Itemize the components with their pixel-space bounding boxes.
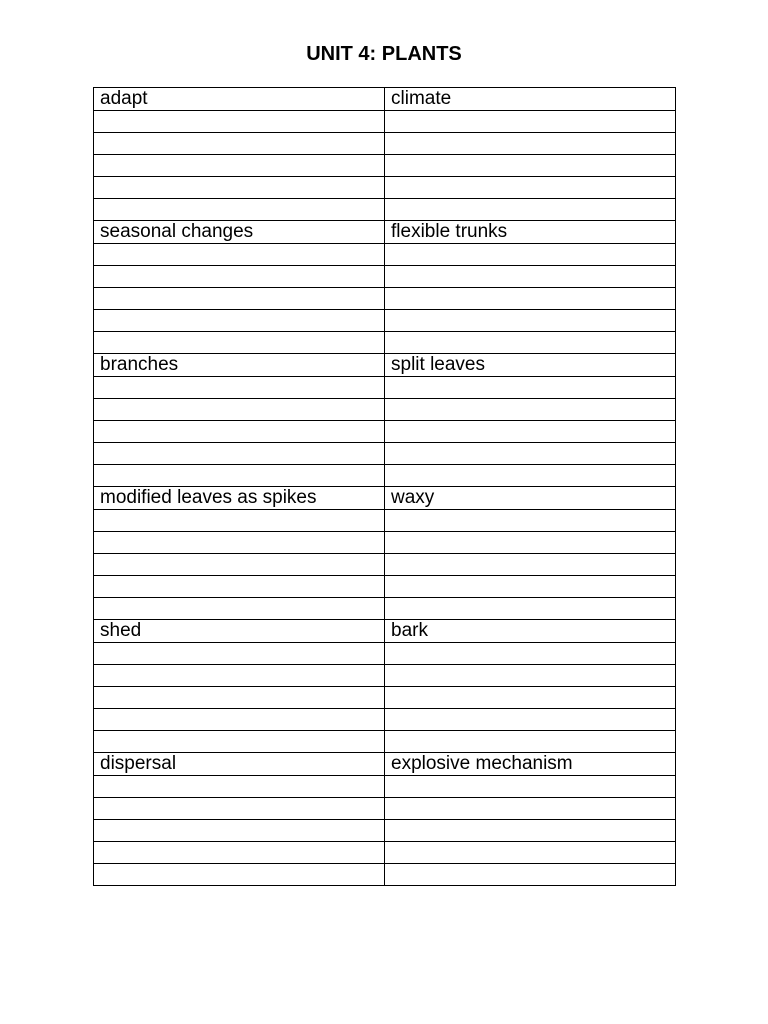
blank-writing-cell[interactable] — [385, 798, 676, 820]
blank-writing-row — [94, 687, 676, 709]
vocab-word-left: shed — [94, 620, 385, 643]
blank-writing-cell[interactable] — [385, 443, 676, 465]
blank-writing-cell[interactable] — [385, 731, 676, 753]
blank-writing-row — [94, 155, 676, 177]
blank-writing-row — [94, 709, 676, 731]
blank-writing-cell[interactable] — [385, 266, 676, 288]
vocab-word-right: flexible trunks — [385, 221, 676, 244]
blank-writing-cell[interactable] — [385, 820, 676, 842]
vocab-word-right: bark — [385, 620, 676, 643]
blank-writing-row — [94, 576, 676, 598]
blank-writing-row — [94, 421, 676, 443]
blank-writing-cell[interactable] — [385, 510, 676, 532]
blank-writing-cell[interactable] — [94, 332, 385, 354]
blank-writing-cell[interactable] — [94, 155, 385, 177]
vocab-word-left: modified leaves as spikes — [94, 487, 385, 510]
blank-writing-cell[interactable] — [385, 399, 676, 421]
vocab-word-left: branches — [94, 354, 385, 377]
blank-writing-row — [94, 643, 676, 665]
blank-writing-row — [94, 443, 676, 465]
blank-writing-cell[interactable] — [385, 532, 676, 554]
blank-writing-cell[interactable] — [94, 776, 385, 798]
blank-writing-cell[interactable] — [94, 842, 385, 864]
blank-writing-cell[interactable] — [94, 598, 385, 620]
blank-writing-cell[interactable] — [385, 310, 676, 332]
word-row — [94, 354, 676, 377]
page-title: UNIT 4: PLANTS — [306, 43, 462, 65]
word-row — [94, 753, 676, 776]
word-row — [94, 221, 676, 244]
vocab-word-right: split leaves — [385, 354, 676, 377]
blank-writing-cell[interactable] — [94, 399, 385, 421]
blank-writing-row — [94, 199, 676, 221]
vocabulary-table-body — [94, 88, 676, 886]
blank-writing-row — [94, 820, 676, 842]
blank-writing-row — [94, 532, 676, 554]
blank-writing-cell[interactable] — [94, 554, 385, 576]
word-row — [94, 88, 676, 111]
blank-writing-cell[interactable] — [94, 731, 385, 753]
vocab-word-left: dispersal — [94, 753, 385, 776]
blank-writing-cell[interactable] — [385, 111, 676, 133]
blank-writing-cell[interactable] — [385, 421, 676, 443]
blank-writing-cell[interactable] — [94, 510, 385, 532]
blank-writing-row — [94, 798, 676, 820]
blank-writing-cell[interactable] — [94, 643, 385, 665]
blank-writing-cell[interactable] — [385, 177, 676, 199]
blank-writing-row — [94, 598, 676, 620]
blank-writing-cell[interactable] — [94, 177, 385, 199]
blank-writing-cell[interactable] — [94, 199, 385, 221]
blank-writing-cell[interactable] — [385, 776, 676, 798]
blank-writing-row — [94, 310, 676, 332]
blank-writing-row — [94, 133, 676, 155]
word-row — [94, 620, 676, 643]
blank-writing-cell[interactable] — [94, 443, 385, 465]
blank-writing-cell[interactable] — [94, 820, 385, 842]
blank-writing-cell[interactable] — [94, 377, 385, 399]
blank-writing-row — [94, 399, 676, 421]
blank-writing-cell[interactable] — [385, 332, 676, 354]
blank-writing-cell[interactable] — [94, 421, 385, 443]
vocab-word-right: climate — [385, 88, 676, 111]
blank-writing-row — [94, 510, 676, 532]
blank-writing-cell[interactable] — [94, 576, 385, 598]
blank-writing-cell[interactable] — [385, 199, 676, 221]
blank-writing-cell[interactable] — [94, 288, 385, 310]
blank-writing-cell[interactable] — [385, 643, 676, 665]
blank-writing-cell[interactable] — [385, 842, 676, 864]
blank-writing-row — [94, 177, 676, 199]
blank-writing-row — [94, 731, 676, 753]
blank-writing-cell[interactable] — [385, 288, 676, 310]
vocab-word-right: explosive mechanism — [385, 753, 676, 776]
blank-writing-row — [94, 864, 676, 886]
blank-writing-row — [94, 842, 676, 864]
blank-writing-row — [94, 266, 676, 288]
blank-writing-row — [94, 288, 676, 310]
blank-writing-cell[interactable] — [94, 465, 385, 487]
blank-writing-cell[interactable] — [94, 709, 385, 731]
blank-writing-cell[interactable] — [94, 665, 385, 687]
blank-writing-row — [94, 665, 676, 687]
blank-writing-cell[interactable] — [385, 665, 676, 687]
blank-writing-row — [94, 244, 676, 266]
blank-writing-cell[interactable] — [385, 576, 676, 598]
blank-writing-cell[interactable] — [94, 133, 385, 155]
blank-writing-cell[interactable] — [94, 532, 385, 554]
blank-writing-cell[interactable] — [385, 687, 676, 709]
blank-writing-cell[interactable] — [385, 244, 676, 266]
blank-writing-row — [94, 554, 676, 576]
blank-writing-cell[interactable] — [385, 864, 676, 886]
blank-writing-cell[interactable] — [385, 709, 676, 731]
blank-writing-cell[interactable] — [385, 155, 676, 177]
vocab-word-right: waxy — [385, 487, 676, 510]
blank-writing-cell[interactable] — [94, 798, 385, 820]
blank-writing-row — [94, 332, 676, 354]
word-row — [94, 487, 676, 510]
blank-writing-cell[interactable] — [94, 864, 385, 886]
blank-writing-cell[interactable] — [385, 598, 676, 620]
blank-writing-cell[interactable] — [385, 465, 676, 487]
vocab-word-left: seasonal changes — [94, 221, 385, 244]
blank-writing-row — [94, 111, 676, 133]
blank-writing-cell[interactable] — [94, 687, 385, 709]
blank-writing-cell[interactable] — [385, 554, 676, 576]
blank-writing-cell[interactable] — [385, 133, 676, 155]
blank-writing-row — [94, 465, 676, 487]
blank-writing-cell[interactable] — [385, 377, 676, 399]
blank-writing-cell[interactable] — [94, 310, 385, 332]
blank-writing-row — [94, 377, 676, 399]
blank-writing-row — [94, 776, 676, 798]
blank-writing-cell[interactable] — [94, 244, 385, 266]
blank-writing-cell[interactable] — [94, 266, 385, 288]
vocabulary-table — [93, 87, 676, 886]
blank-writing-cell[interactable] — [94, 111, 385, 133]
vocab-word-left: adapt — [94, 88, 385, 111]
